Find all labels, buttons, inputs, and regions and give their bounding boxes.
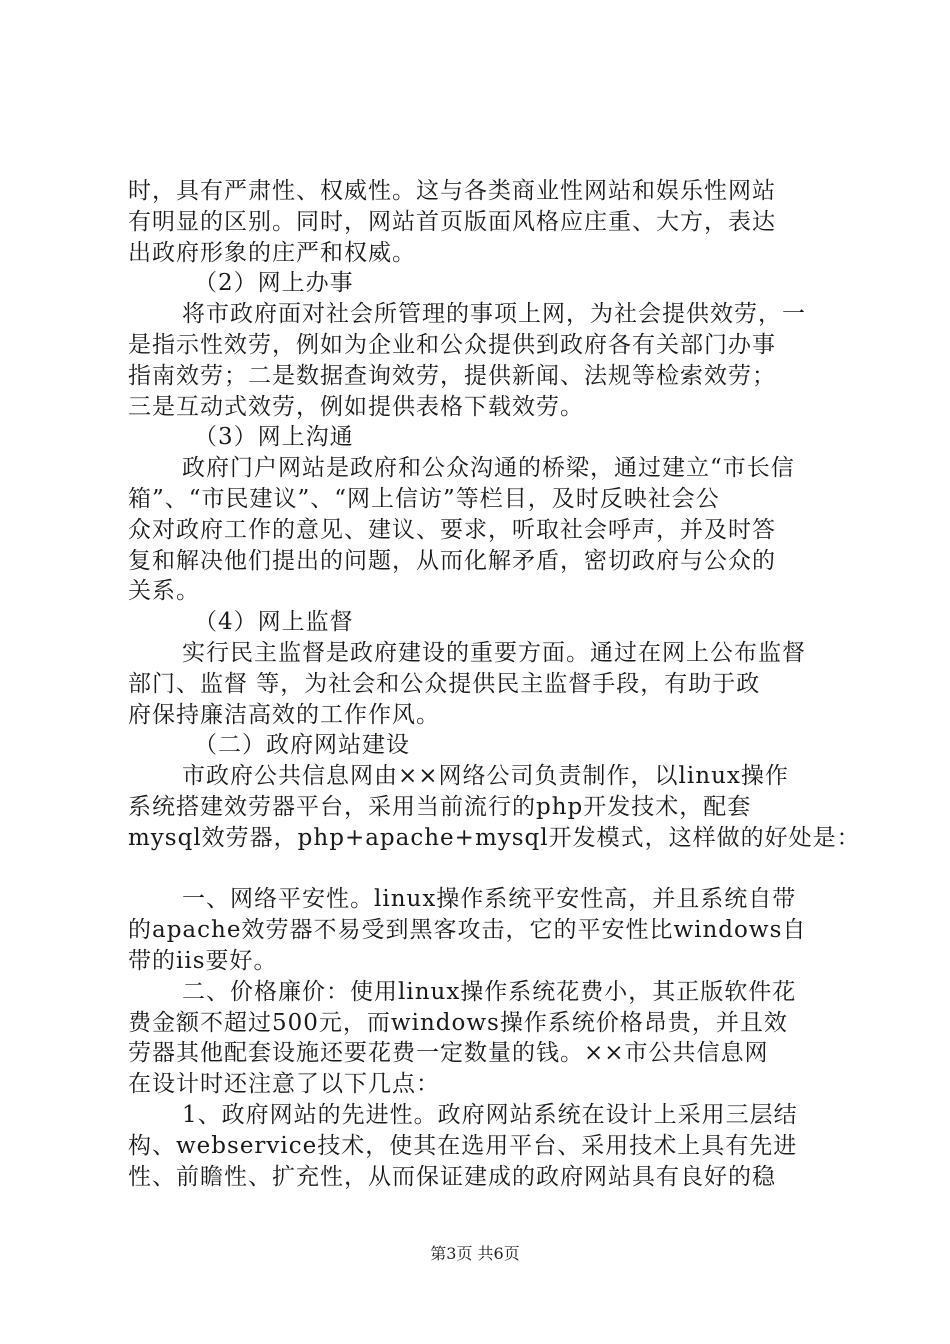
text-line: 系统搭建效劳器平台，采用当前流行的php开发技术，配套 [128, 793, 752, 820]
text-line: 费金额不超过500元，而windows操作系统价格昂贵，并且效 [128, 1009, 788, 1036]
text-line: 众对政府工作的意见、建议、要求，听取社会呼声，并及时答 [128, 516, 776, 543]
text-line: 府保持廉洁高效的工作作风。 [128, 701, 440, 728]
text-line: 部门、监督 等，为社会和公众提供民主监督手段，有助于政 [128, 670, 761, 697]
blank-line [128, 854, 832, 885]
text-line: 市政府公共信息网由××网络公司负责制作，以linux操作 [182, 763, 789, 790]
text-line: 在设计时还注意了以下几点： [128, 1071, 440, 1098]
text-line: 有明显的区别。同时，网站首页版面风格应庄重、大方，表达 [128, 208, 776, 235]
text-line: 实行民主监督是政府建设的重要方面。通过在网上公布监督 [182, 639, 806, 666]
text-line: 1、政府网站的先进性。政府网站系统在设计上采用三层结 [182, 1101, 798, 1128]
text-line: 出政府形象的庄严和权威。 [128, 239, 416, 266]
text-line: （3）网上沟通 [194, 424, 354, 451]
text-line: 复和解决他们提出的问题，从而化解矛盾，密切政府与公众的 [128, 547, 776, 574]
text-line: 二、价格廉价：使用linux操作系统花费小，其正版软件花 [182, 978, 797, 1005]
text-line: 指南效劳；二是数据查询效劳，提供新闻、法规等检索效劳； [128, 362, 776, 389]
page-footer: 第3页 共6页 [430, 1244, 520, 1263]
text-line: 一、网络平安性。linux操作系统平安性高，并且系统自带 [182, 886, 797, 913]
text-line: mysql效劳器，php+apache+mysql开发模式，这样做的好处是： [128, 824, 861, 851]
text-line: （4）网上监督 [194, 609, 354, 636]
text-line: 三是互动式效劳，例如提供表格下载效劳。 [128, 393, 584, 420]
text-line: 性、前瞻性、扩充性，从而保证建成的政府网站具有良好的稳 [128, 1163, 776, 1190]
text-line: 是指示性效劳，例如为企业和公众提供到政府各有关部门办事 [128, 331, 776, 358]
text-line: （二）政府网站建设 [194, 732, 410, 759]
text-line: 箱”、“市民建议”、“网上信访”等栏目，及时反映社会公 [128, 485, 720, 512]
text-line: 政府门户网站是政府和公众沟通的桥梁，通过建立“市长信 [182, 455, 795, 482]
text-line: 带的iis要好。 [128, 947, 278, 974]
text-line: 关系。 [128, 578, 200, 605]
text-line: 劳器其他配套设施还要花费一定数量的钱。××市公共信息网 [128, 1040, 769, 1067]
text-line: 将市政府面对社会所管理的事项上网，为社会提供效劳，一 [182, 301, 806, 328]
text-line: （2）网上办事 [194, 270, 354, 297]
text-line: 时，具有严肃性、权威性。这与各类商业性网站和娱乐性网站 [128, 178, 776, 204]
text-line: 构、webservice技术，使其在选用平台、采用技术上具有先进 [128, 1132, 798, 1159]
document-body [128, 176, 861, 1192]
text-line: 的apache效劳器不易受到黑客攻击，它的平安性比windows自 [128, 917, 807, 944]
